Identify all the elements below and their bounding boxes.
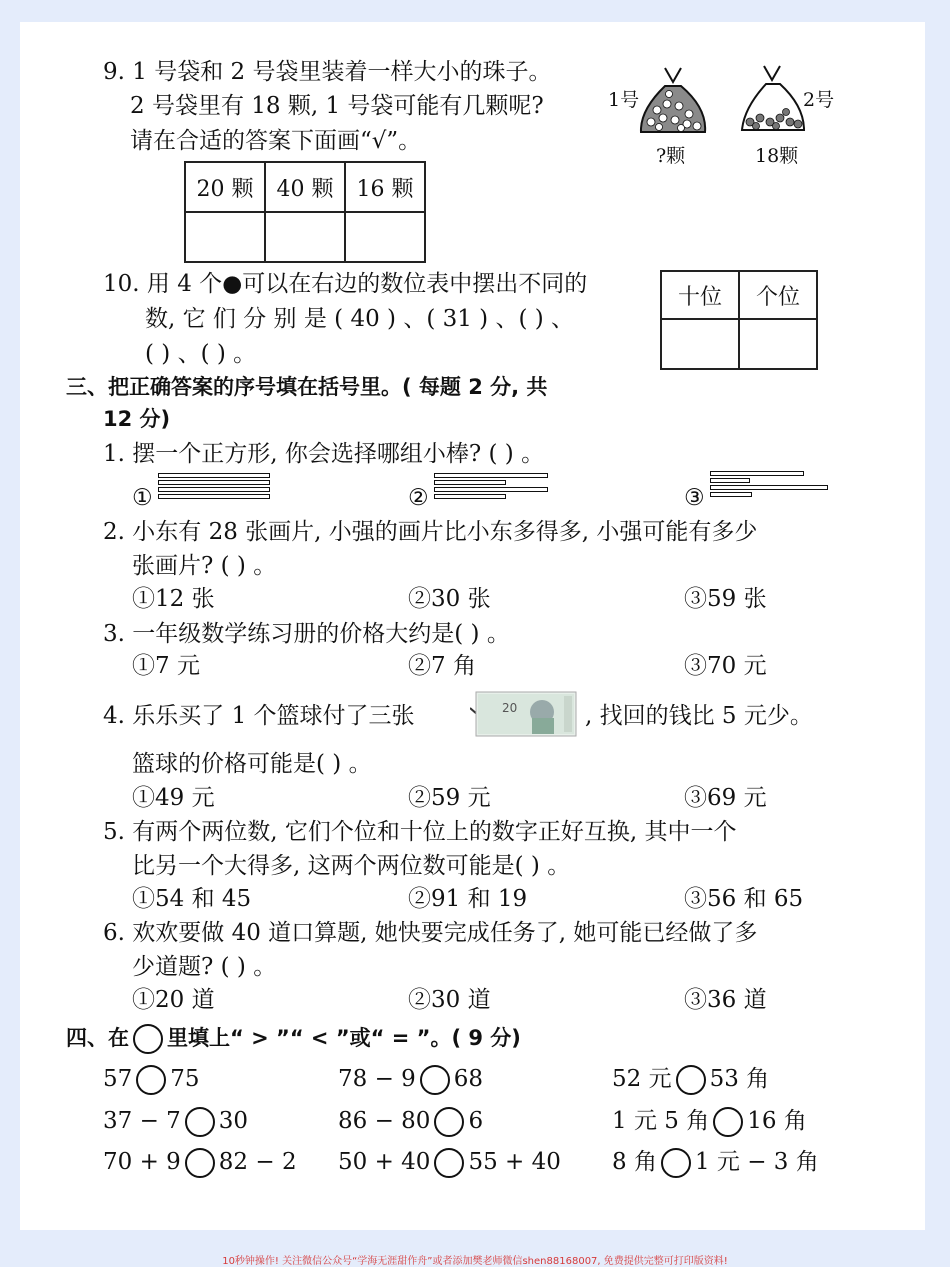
q9-answer-cell-2[interactable] — [265, 212, 345, 262]
answer-circle[interactable] — [185, 1107, 215, 1137]
s3-q3-option-2: ②7 角 — [408, 653, 476, 679]
answer-circle[interactable] — [185, 1148, 215, 1178]
answer-circle[interactable] — [661, 1148, 691, 1178]
banknote-value: 20 — [502, 701, 518, 715]
s3-q6-option-3: ③36 道 — [684, 987, 767, 1013]
s3-q6-option-2: ②30 道 — [408, 987, 491, 1013]
sticks-group-1 — [158, 473, 270, 501]
s3-q3-option-1: ①7 元 — [132, 653, 200, 679]
bag-1-label: 1号 — [608, 89, 640, 111]
q9-option-1: 20 颗 — [185, 162, 265, 212]
comparison-circle-icon — [133, 1024, 163, 1054]
section-4-title — [66, 1024, 521, 1054]
sticks-group-2 — [434, 473, 548, 501]
compare-r3-c2: 50 + 40 55 + 40 — [338, 1148, 561, 1178]
bag-1-image — [635, 60, 715, 140]
bag-1-count: ?颗 — [656, 145, 686, 167]
section-4-title-b: 里填上“ > ”“ < ”或“ = ”。( 9 分) — [167, 1026, 521, 1050]
compare-r3-c3: 8 角 1 元 − 3 角 — [612, 1148, 819, 1178]
place-tens-cell[interactable] — [661, 319, 739, 369]
s3-q2-option-2: ②30 张 — [408, 586, 491, 612]
q9-line1: 9. 1 号袋和 2 号袋里装着一样大小的珠子。 — [103, 59, 552, 85]
s3-q4-line1a: 4. 乐乐买了 1 个篮球付了三张 — [103, 703, 415, 729]
compare-r2-c1: 37 − 7 30 — [103, 1107, 248, 1137]
section-3-title-cont: 12 分) — [103, 407, 171, 431]
q9-line3: 请在合适的答案下面画“√”。 — [130, 128, 422, 154]
answer-circle[interactable] — [136, 1065, 166, 1095]
bag-2-count: 18颗 — [755, 145, 799, 167]
answer-circle[interactable] — [420, 1065, 450, 1095]
q9-option-2: 40 颗 — [265, 162, 345, 212]
compare-r2-c3: 1 元 5 角 16 角 — [612, 1107, 807, 1137]
q10-line1: 10. 用 4 个●可以在右边的数位表中摆出不同的 — [103, 271, 588, 297]
section-3-title: 三、把正确答案的序号填在括号里。( 每题 2 分, 共 — [66, 375, 548, 399]
s3-q4-line1b: , 找回的钱比 5 元少。 — [585, 703, 813, 729]
section-4-title-a: 四、在 — [66, 1026, 129, 1050]
compare-r3-c1: 70 + 9 82 − 2 — [103, 1148, 297, 1178]
compare-r1-c2: 78 − 9 68 — [338, 1065, 483, 1095]
s3-q5-option-3: ③56 和 65 — [684, 886, 804, 912]
q9-answer-cell-3[interactable] — [345, 212, 425, 262]
s3-q6-line2: 少道题? ( ) 。 — [132, 954, 277, 980]
compare-r2-c2: 86 − 80 6 — [338, 1107, 483, 1137]
q9-answer-cell-1[interactable] — [185, 212, 265, 262]
s3-q2-option-1: ①12 张 — [132, 586, 215, 612]
q9-answer-table — [184, 161, 426, 263]
place-value-table — [660, 270, 818, 370]
s3-q4-option-2: ②59 元 — [408, 785, 491, 811]
answer-circle[interactable] — [434, 1148, 464, 1178]
q10-line3: ( ) 、( ) 。 — [145, 341, 257, 367]
compare-r1-c1: 57 75 — [103, 1065, 200, 1095]
sticks-group-3 — [710, 471, 826, 499]
s3-q5-option-1: ①54 和 45 — [132, 886, 252, 912]
place-ones-cell[interactable] — [739, 319, 817, 369]
s3-q6-option-1: ①20 道 — [132, 987, 215, 1013]
answer-circle[interactable] — [676, 1065, 706, 1095]
s3-q1-option-3: ③ — [684, 485, 705, 511]
s3-q2-line1: 2. 小东有 28 张画片, 小强的画片比小东多得多, 小强可能有多少 — [103, 519, 758, 545]
banknote-20-image — [470, 688, 578, 738]
answer-circle[interactable] — [713, 1107, 743, 1137]
s3-q4-option-3: ③69 元 — [684, 785, 767, 811]
s3-q1-text: 1. 摆一个正方形, 你会选择哪组小棒? ( ) 。 — [103, 441, 545, 467]
s3-q5-option-2: ②91 和 19 — [408, 886, 528, 912]
s3-q4-line2: 篮球的价格可能是( ) 。 — [132, 751, 372, 777]
q10-line2: 数, 它 们 分 别 是 ( 40 ) 、( 31 ) 、( ) 、 — [145, 306, 575, 332]
q9-line2: 2 号袋里有 18 颗, 1 号袋可能有几颗呢? — [130, 93, 544, 119]
s3-q5-line2: 比另一个大得多, 这两个两位数可能是( ) 。 — [132, 853, 571, 879]
s3-q1-option-1: ① — [132, 485, 153, 511]
s3-q3-option-3: ③70 元 — [684, 653, 767, 679]
bag-2-label: 2号 — [803, 89, 835, 111]
place-tens-header: 十位 — [661, 271, 739, 319]
s3-q6-line1: 6. 欢欢要做 40 道口算题, 她快要完成任务了, 她可能已经做了多 — [103, 920, 758, 946]
promo-footer: 10秒钟操作! 关注微信公众号“学海无涯甜作舟”或者添加樊老师微信shen88168007, 免费提供完整可打印版资料! — [222, 1256, 728, 1267]
compare-r1-c3: 52 元 53 角 — [612, 1065, 769, 1095]
q9-option-3: 16 颗 — [345, 162, 425, 212]
s3-q5-line1: 5. 有两个两位数, 它们个位和十位上的数字正好互换, 其中一个 — [103, 819, 737, 845]
s3-q3-text: 3. 一年级数学练习册的价格大约是( ) 。 — [103, 621, 510, 647]
s3-q2-line2: 张画片? ( ) 。 — [132, 553, 277, 579]
answer-circle[interactable] — [434, 1107, 464, 1137]
s3-q1-option-2: ② — [408, 485, 429, 511]
s3-q4-option-1: ①49 元 — [132, 785, 215, 811]
s3-q2-option-3: ③59 张 — [684, 586, 767, 612]
place-ones-header: 个位 — [739, 271, 817, 319]
